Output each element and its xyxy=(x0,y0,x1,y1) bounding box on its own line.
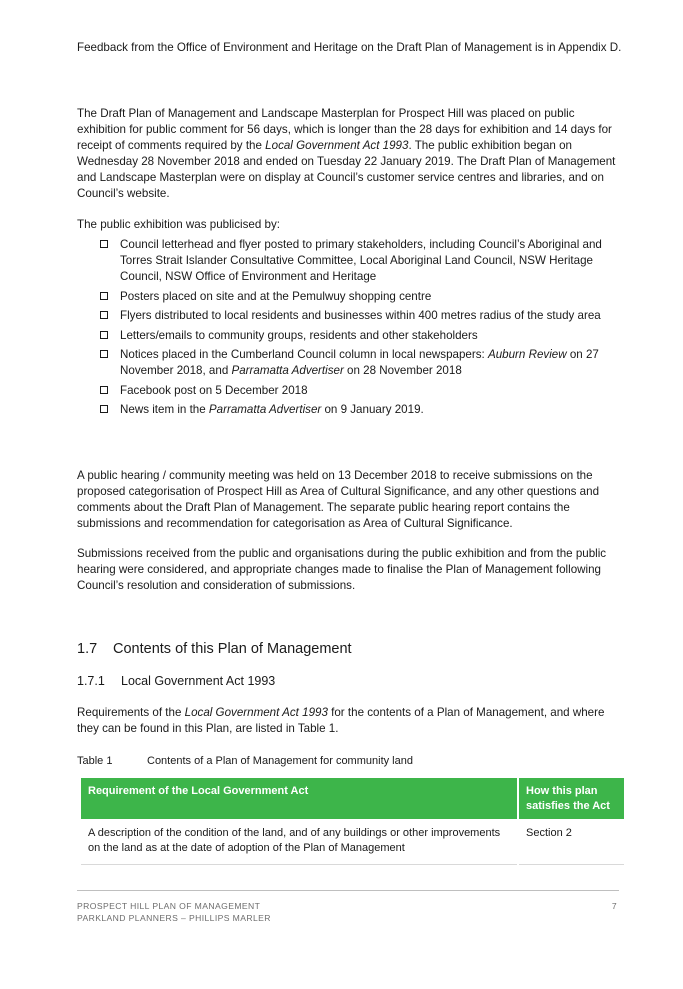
requirements-table xyxy=(81,778,624,865)
header-how-satisfies: How this plan satisfies the Act xyxy=(518,778,624,819)
table-cell-section: Section 2 xyxy=(518,819,624,865)
table-row xyxy=(81,819,624,865)
checkbox-bullet-icon xyxy=(100,405,108,413)
subsection-heading: 1.7.1 Local Government Act 1993 xyxy=(77,674,276,688)
exhibition-text-2: . The public exhibition began on Wednesday 28 November 2018 and ended on Tuesday 22 January 2019. The Draft Plan of Management and Landscape Masterplan were on display at Council’s customer service centres and libraries, and on Council’s website. xyxy=(77,139,616,200)
feedback-paragraph: Feedback from the Office of Environment and Heritage on the Draft Plan of Management is in Appendix D. xyxy=(77,41,622,54)
bullet-item: Posters placed on site and at the Pemulwuy shopping centre xyxy=(98,289,618,305)
exhibition-paragraph xyxy=(77,106,622,202)
bullet-item-news: News item in the Parramatta Advertiser on 9 January 2019. xyxy=(98,402,618,418)
page-footer xyxy=(77,900,619,924)
exhibition-text-1: The Draft Plan of Management and Landscape Masterplan for Prospect Hill was placed on public exhibition for public comment for 56 days, which is longer than the 28 days for exhibition and 14 days for receipt of comments required by the xyxy=(77,107,612,152)
checkbox-bullet-icon xyxy=(100,240,108,248)
checkbox-bullet-icon xyxy=(100,350,108,358)
requirements-paragraph: Requirements of the Local Government Act 1993 for the contents of a Plan of Management, and where they can be found in this Plan, are listed in Table 1. xyxy=(77,706,605,735)
footer-author: PARKLAND PLANNERS – PHILLIPS MARLER xyxy=(77,913,271,923)
submissions-paragraph: Submissions received from the public and organisations during the public exhibition and from the public hearing were considered, and appropriate changes made to finalise the Plan of Management following Council’s resolution and consideration of submissions. xyxy=(77,547,607,592)
checkbox-bullet-icon xyxy=(100,386,108,394)
table-cell-requirement: A description of the condition of the land, and of any buildings or other improvements on the land as at the date of adoption of the Plan of Management xyxy=(81,819,518,865)
footer-document-title: PROSPECT HILL PLAN OF MANAGEMENT xyxy=(77,901,261,911)
checkbox-bullet-icon xyxy=(100,311,108,319)
checkbox-bullet-icon xyxy=(100,292,108,300)
exhibition-act-name: Local Government Act 1993 xyxy=(265,139,409,152)
bullet-item-facebook: Facebook post on 5 December 2018 xyxy=(98,383,618,399)
checkbox-bullet-icon xyxy=(100,331,108,339)
bullet-item-notices: Notices placed in the Cumberland Council column in local newspapers: Auburn Review on 27 November 2018, and Parramatta Advertiser on 28 November 2018 xyxy=(98,347,618,379)
hearing-paragraph: A public hearing / community meeting was held on 13 December 2018 to receive submissions on the proposed categorisation of Prospect Hill as Area of Cultural Significance, and any other questions and comments about the Draft Plan of Management. The separate public hearing report contains the submissions and recommendation for categorisation as Area of Cultural Significance. xyxy=(77,469,600,530)
section-heading: 1.7 Contents of this Plan of Management xyxy=(77,641,352,657)
footer-divider xyxy=(77,890,619,891)
table-caption: Table 1 Contents of a Plan of Management for community land xyxy=(77,755,413,767)
header-requirement: Requirement of the Local Government Act xyxy=(81,778,518,819)
bullet-item: Flyers distributed to local residents and businesses within 400 metres radius of the study area xyxy=(98,308,618,324)
publicity-bullet-list xyxy=(98,237,618,422)
table-header-row xyxy=(81,778,624,819)
page-number: 7 xyxy=(611,901,617,911)
bullet-item: Council letterhead and flyer posted to primary stakeholders, including Council’s Aboriginal and Torres Strait Islander Consultative Committee, Local Aboriginal Land Council, NSW Heritage Council, NSW Office of Environment and Heritage xyxy=(98,237,618,285)
publicised-lead: The public exhibition was publicised by: xyxy=(77,218,281,231)
bullet-item: Letters/emails to community groups, residents and other stakeholders xyxy=(98,328,618,344)
